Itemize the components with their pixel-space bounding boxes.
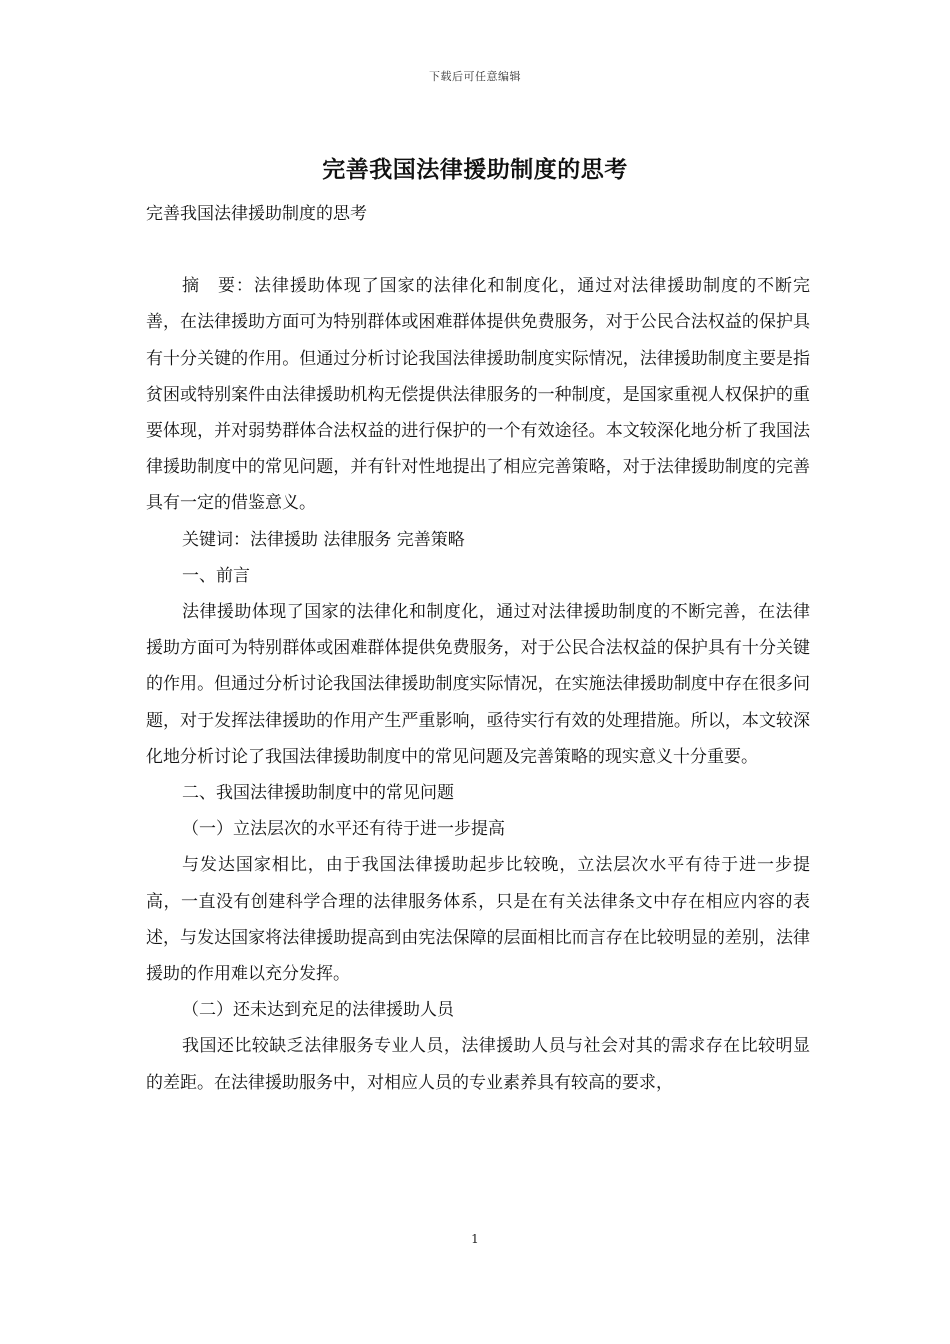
document-body (146, 196, 810, 1101)
page-number: 1 (471, 1232, 479, 1246)
document-subtitle: 完善我国法律援助制度的思考 (146, 204, 367, 224)
subsection-heading-legislation-level: （一）立法层次的水平还有待于进一步提高 (182, 819, 505, 840)
abstract-paragraph: 摘 要：法律援助体现了国家的法律化和制度化，通过对法律援助制度的不断完善，在法律援助方面可为特别群体或困难群体提供免费服务，对于公民合法权益的保护具有十分关键的作用。但通过分析讨论我国法律援助制度实际情况，法律援助制度主要是指贫困或特别案件由法律援助机构无偿提供法律服务的一种制度，是国家重视人权保护的重要体现，并对弱势群体合法权益的进行保护的一个有效途径。本文较深化地分析了我国法律援助制度中的常见问题，并有针对性地提出了相应完善策略，对于法律援助制度的完善具有一定的借鉴意义。 (146, 276, 810, 514)
keywords-line: 关键词：法律援助 法律服务 完善策略 (182, 529, 465, 550)
legal-aid-staff-paragraph: 我国还比较缺乏法律服务专业人员，法律援助人员与社会对其的需求存在比较明显的差距。在法律援助服务中，对相应人员的专业素养具有较高的要求， (146, 1036, 810, 1093)
header-note: 下载后可任意编辑 (429, 70, 521, 83)
document-title: 完善我国法律援助制度的思考 (322, 156, 628, 183)
legislation-level-paragraph: 与发达国家相比，由于我国法律援助起步比较晚，立法层次水平有待于进一步提高，一直没有创建科学合理的法律服务体系，只是在有关法律条文中存在相应内容的表述，与发达国家将法律援助提高到由宪法保障的层面相比而言存在比较明显的差别，法律援助的作用难以充分发挥。 (146, 855, 810, 985)
section-heading-common-problems: 二、我国法律援助制度中的常见问题 (182, 783, 454, 804)
introduction-paragraph: 法律援助体现了国家的法律化和制度化，通过对法律援助制度的不断完善，在法律援助方面可为特别群体或困难群体提供免费服务，对于公民合法权益的保护具有十分关键的作用。但通过分析讨论我国法律援助制度实际情况，在实施法律援助制度中存在很多问题，对于发挥法律援助的作用产生严重影响，亟待实行有效的处理措施。所以，本文较深化地分析讨论了我国法律援助制度中的常见问题及完善策略的现实意义十分重要。 (146, 602, 810, 767)
section-heading-introduction: 一、前言 (182, 565, 250, 586)
subsection-heading-legal-aid-staff: （二）还未达到充足的法律援助人员 (182, 1000, 454, 1021)
